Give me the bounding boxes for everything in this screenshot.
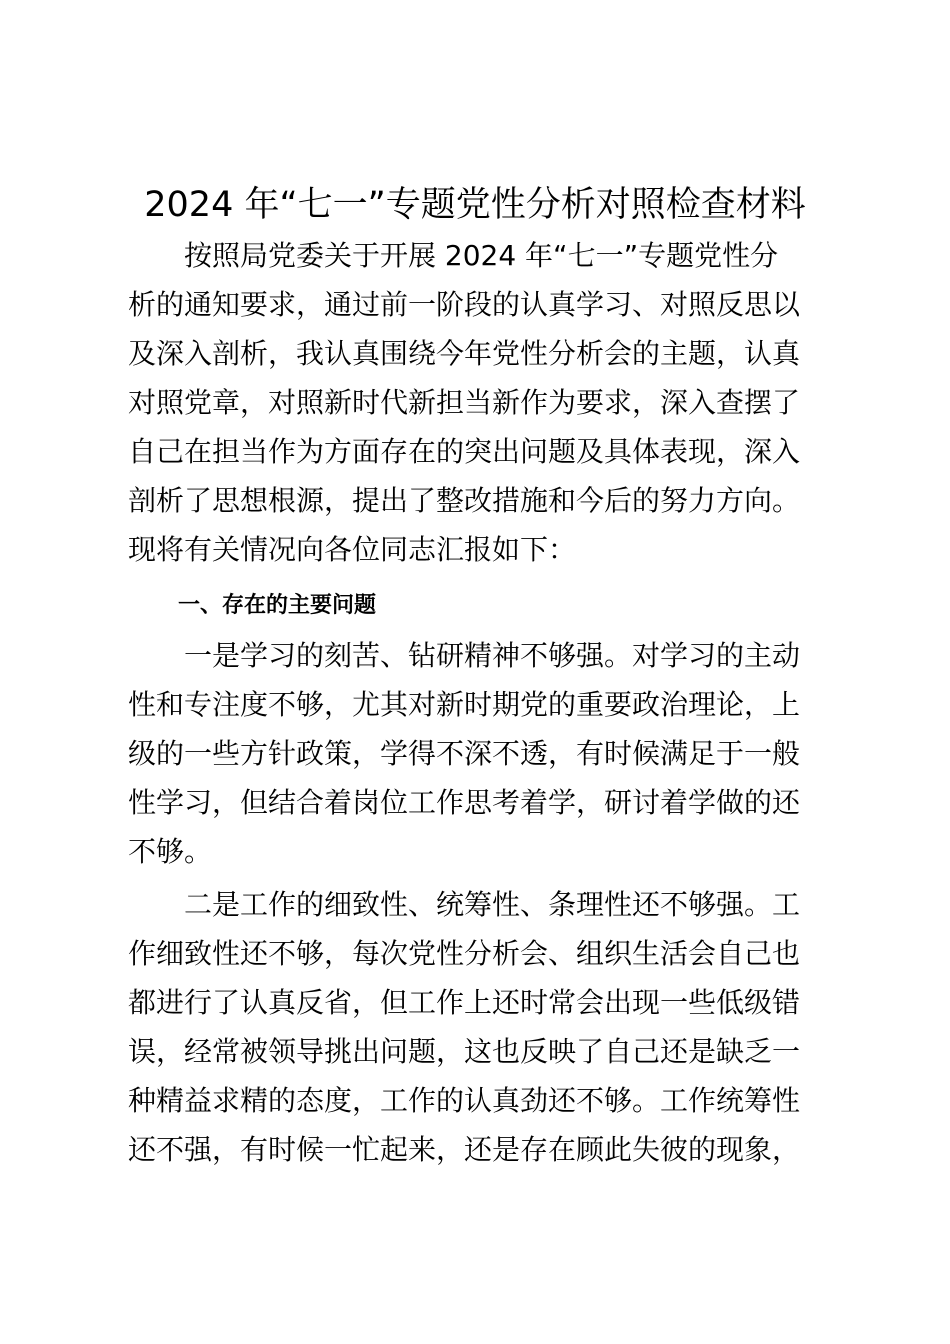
paragraph-line: 误，经常被领导挑出问题，这也反映了自己还是缺乏一 xyxy=(128,1035,801,1068)
paragraph-line: 二是工作的细致性、统筹性、条理性还不够强。工 xyxy=(184,888,801,921)
paragraph-line: 现将有关情况向各位同志汇报如下： xyxy=(128,533,577,566)
section-heading: 一、存在的主要问题 xyxy=(178,593,377,618)
paragraph-line: 种精益求精的态度，工作的认真劲还不够。工作统筹性 xyxy=(128,1084,801,1117)
problem-point-1 xyxy=(128,631,834,876)
intro-paragraph xyxy=(128,231,834,574)
paragraph-line: 性和专注度不够，尤其对新时期党的重要政治理论，上 xyxy=(128,688,801,721)
paragraph-line: 性学习，但结合着岗位工作思考着学，研讨着学做的还 xyxy=(128,786,801,819)
paragraph-line: 剖析了思想根源，提出了整改措施和今后的努力方向。 xyxy=(128,484,801,517)
paragraph-line: 及深入剖析，我认真围绕今年党性分析会的主题，认真 xyxy=(128,337,801,370)
paragraph-line: 对照党章，对照新时代新担当新作为要求，深入查摆了 xyxy=(128,386,801,419)
paragraph-line: 一是学习的刻苦、钻研精神不够强。对学习的主动 xyxy=(184,639,801,672)
problem-point-2 xyxy=(128,880,834,1174)
paragraph-line: 析的通知要求，通过前一阶段的认真学习、对照反思以 xyxy=(128,288,801,321)
paragraph-line: 都进行了认真反省，但工作上还时常会出现一些低级错 xyxy=(128,986,801,1019)
paragraph-line: 自己在担当作为方面存在的突出问题及具体表现，深入 xyxy=(128,435,801,468)
paragraph-line: 作细致性还不够，每次党性分析会、组织生活会自己也 xyxy=(128,937,801,970)
document-title: 2024 年“七一”专题党性分析对照检查材料 xyxy=(144,185,806,225)
paragraph-line: 按照局党委关于开展 2024 年“七一”专题党性分 xyxy=(184,239,779,272)
paragraph-line: 不够。 xyxy=(128,835,213,868)
paragraph-line: 级的一些方针政策，学得不深不透，有时候满足于一般 xyxy=(128,737,801,770)
paragraph-line: 还不强，有时候一忙起来，还是存在顾此失彼的现象， xyxy=(128,1133,801,1166)
